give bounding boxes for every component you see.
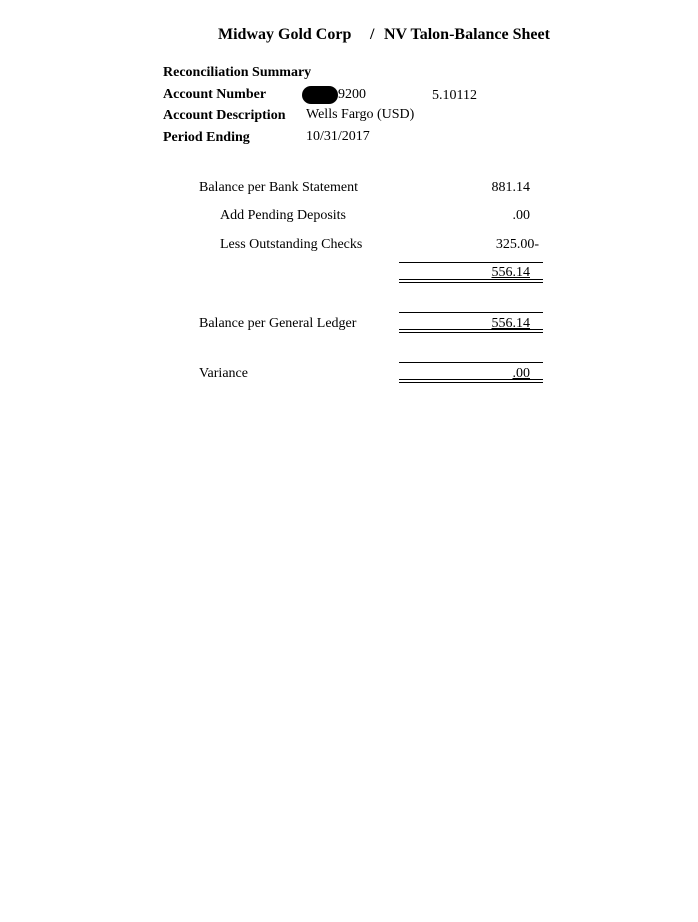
gl-top-rule [399, 312, 543, 313]
variance-double-rule-1 [399, 379, 543, 380]
variance-double-rule-2 [399, 382, 543, 383]
outstanding-checks-label: Less Outstanding Checks [220, 237, 363, 252]
title-separator: / [370, 26, 375, 43]
adjusted-bank-balance-value: 556.14 [491, 265, 530, 280]
sheet-name: NV Talon-Balance Sheet [384, 26, 550, 43]
subtotal-double-rule-2 [399, 282, 543, 283]
summary-heading: Reconciliation Summary [163, 65, 312, 80]
gl-double-rule-2 [399, 332, 543, 333]
gl-double-rule-1 [399, 329, 543, 330]
account-description-value: Wells Fargo (USD) [306, 107, 415, 122]
bank-balance-label: Balance per Bank Statement [199, 180, 358, 195]
variance-value: .00 [512, 366, 530, 381]
gl-balance-value: 556.14 [491, 316, 530, 331]
outstanding-checks-value: 325.00- [495, 237, 539, 252]
redaction-mark [302, 86, 338, 104]
pending-deposits-value: .00 [512, 208, 530, 223]
variance-label: Variance [199, 366, 248, 381]
period-ending-label: Period Ending [163, 130, 250, 145]
gl-balance-label: Balance per General Ledger [199, 316, 357, 331]
account-number-label: Account Number [163, 87, 267, 102]
pending-deposits-label: Add Pending Deposits [220, 208, 346, 223]
period-ending-value: 10/31/2017 [306, 129, 370, 144]
account-description-label: Account Description [163, 108, 286, 123]
variance-top-rule [399, 362, 543, 363]
subtotal-double-rule-1 [399, 279, 543, 280]
account-code: 5.10112 [432, 88, 477, 103]
bank-balance-value: 881.14 [491, 180, 530, 195]
account-number-value: 9200 [338, 87, 366, 102]
subtotal-top-rule [399, 262, 543, 263]
company-name: Midway Gold Corp [218, 26, 352, 43]
